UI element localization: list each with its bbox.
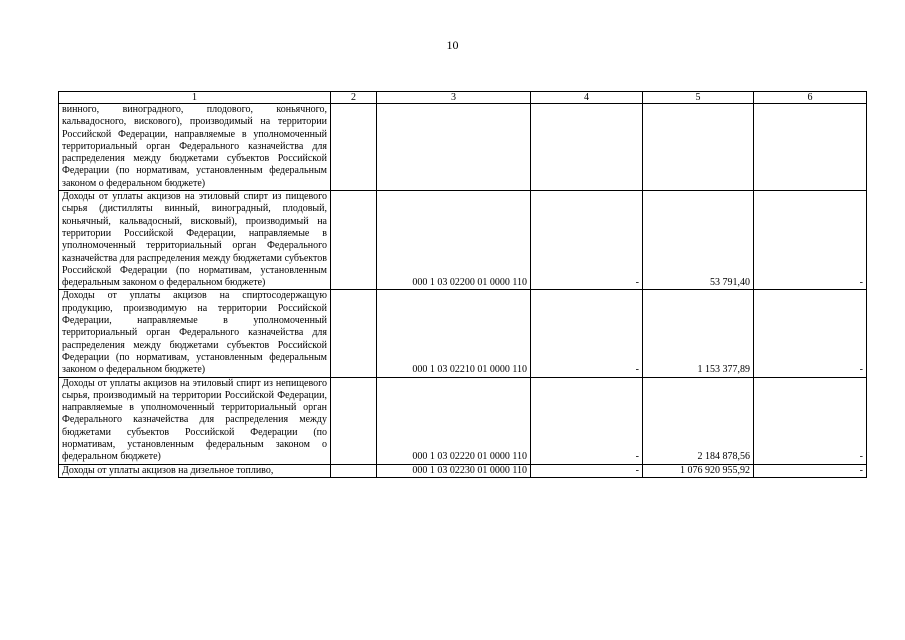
revenue-name-cell: Доходы от уплаты акцизов на спиртосодержащую продукцию, производимую на территории Российской Федерации, направляемые в уполномоченный территориальный орган Федерального казначейства для распределения между бюджетами субъектов Российской Федерации (по нормативам, установленным федеральным законом о федеральном бюджете) — [59, 290, 331, 377]
table-row — [59, 377, 867, 464]
col5-value-cell: 1 153 377,89 — [643, 290, 754, 377]
revenue-name-cell: Доходы от уплаты акцизов на этиловый спирт из непищевого сырья, производимый на территории Российской Федерации, направляемые в уполномоченный территориальный орган Федерального казначейства для распределения между бюджетами субъектов Российской Федерации (по нормативам, установленным федеральным законом о федеральном бюджете) — [59, 377, 331, 464]
revenue-name-cell: винного, виноградного, плодового, коньячного, кальвадосного, вискового), производимый на территории Российской Федерации, направляемые в уполномоченный территориальный орган Федерального казначейства для распределения между бюджетами субъектов Российской Федерации (по нормативам, установленным федеральным законом о федеральном бюджете) — [59, 104, 331, 191]
classification-code-cell: 000 1 03 02200 01 0000 110 — [377, 191, 531, 290]
classification-code-cell: 000 1 03 02210 01 0000 110 — [377, 290, 531, 377]
budget-revenue-table — [58, 91, 867, 478]
table-row — [59, 191, 867, 290]
header-col-1: 1 — [59, 92, 331, 104]
classification-code-cell — [377, 104, 531, 191]
col5-value-cell: 2 184 878,56 — [643, 377, 754, 464]
col6-value-cell: - — [754, 377, 867, 464]
col4-value-cell: - — [531, 191, 643, 290]
col6-value-cell — [754, 104, 867, 191]
header-col-3: 3 — [377, 92, 531, 104]
col2-cell — [331, 104, 377, 191]
col2-cell — [331, 290, 377, 377]
col6-value-cell: - — [754, 290, 867, 377]
revenue-name-cell: Доходы от уплаты акцизов на этиловый спирт из пищевого сырья (дистилляты винный, виноградный, плодовый, коньячный, кальвадосный, висковый), производимый на территории Российской Федерации, направляемые в уполномоченный территориальный орган Федерального казначейства для распределения между бюджетами субъектов Российской Федерации (по нормативам, установленным федеральным законом о федеральном бюджете) — [59, 191, 331, 290]
header-col-4: 4 — [531, 92, 643, 104]
col5-value-cell: 53 791,40 — [643, 191, 754, 290]
table-header-row — [59, 92, 867, 104]
header-col-5: 5 — [643, 92, 754, 104]
col4-value-cell: - — [531, 464, 643, 477]
col5-value-cell — [643, 104, 754, 191]
col4-value-cell — [531, 104, 643, 191]
col6-value-cell: - — [754, 191, 867, 290]
col4-value-cell: - — [531, 377, 643, 464]
col2-cell — [331, 377, 377, 464]
col4-value-cell: - — [531, 290, 643, 377]
col5-value-cell: 1 076 920 955,92 — [643, 464, 754, 477]
col2-cell — [331, 191, 377, 290]
table-row — [59, 104, 867, 191]
revenue-name-cell: Доходы от уплаты акцизов на дизельное топливо, — [59, 464, 331, 477]
table-row — [59, 290, 867, 377]
classification-code-cell: 000 1 03 02230 01 0000 110 — [377, 464, 531, 477]
col2-cell — [331, 464, 377, 477]
page-number: 10 — [446, 38, 459, 52]
header-col-6: 6 — [754, 92, 867, 104]
header-col-2: 2 — [331, 92, 377, 104]
classification-code-cell: 000 1 03 02220 01 0000 110 — [377, 377, 531, 464]
col6-value-cell: - — [754, 464, 867, 477]
table-row — [59, 464, 867, 477]
